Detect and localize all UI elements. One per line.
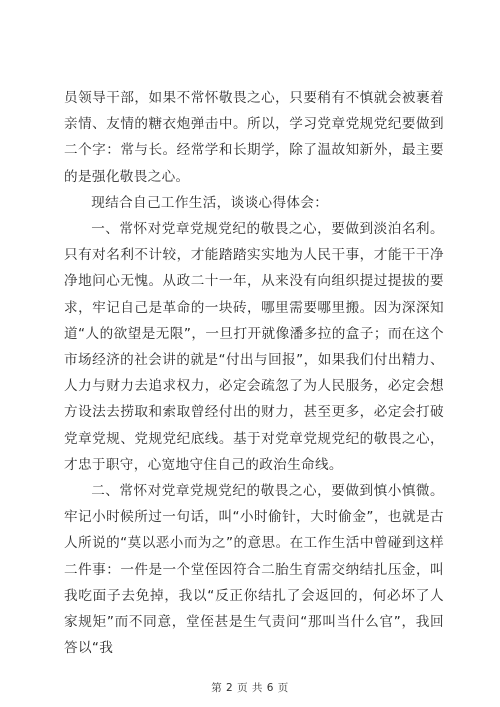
document-body <box>64 85 444 661</box>
page-number-footer: 第 2 页 共 6 页 <box>211 682 289 694</box>
paragraph-point-two: 二、常怀对党章党规党纪的敬畏之心，要做到慎小慎微。牢记小时候所过一句话，叫“小时偷针，大时偷金”，也就是古人所说的“莫以恶小而为之”的意思。在工作生活中曾碰到这样二件事：一件是一个堂侄因符合二胎生育需交纳结扎压金，叫我吃面子去免掉，我以“反正你结扎了会返回的，何必坏了人家规矩”而不同意，堂侄甚是生气责问“那叫当什么官”，我回答以“我 <box>64 483 444 657</box>
paragraph-continuation: 员领导干部，如果不常怀敬畏之心，只要稍有不慎就会被裹着亲情、友情的糖衣炮弹击中。所以，学习党章党规党纪要做到二个字：常与长。经常学和长期学，除了温故知新外，最主要的是强化敬畏之心。 <box>64 90 444 185</box>
paragraph-intro: 现结合自己工作生活，谈谈心得体会： <box>91 194 329 211</box>
paragraph-point-one: 一、常怀对党章党规党纪的敬畏之心，要做到淡泊名利。只有对名利不计较，才能踏踏实实地为人民干事，才能干干净净地问心无愧。从政二十一年，从来没有向组织提过提拔的要求，牢记自己是革命的一块砖，哪里需要哪里搬。因为深深知道“人的欲望是无限”，一旦打开就像潘多拉的盒子；而在这个市场经济的社会讲的就是“付出与回报”，如果我们付出精力、人力与财力去追求权力，必定会疏忽了为人民服务，必定会想方设法去捞取和索取曾经付出的财力，甚至更多，必定会打破党章党规、党规党纪底线。基于对党章党规党纪的敬畏之心，才忠于职守，心宽地守住自己的政治生命线。 <box>64 221 444 473</box>
